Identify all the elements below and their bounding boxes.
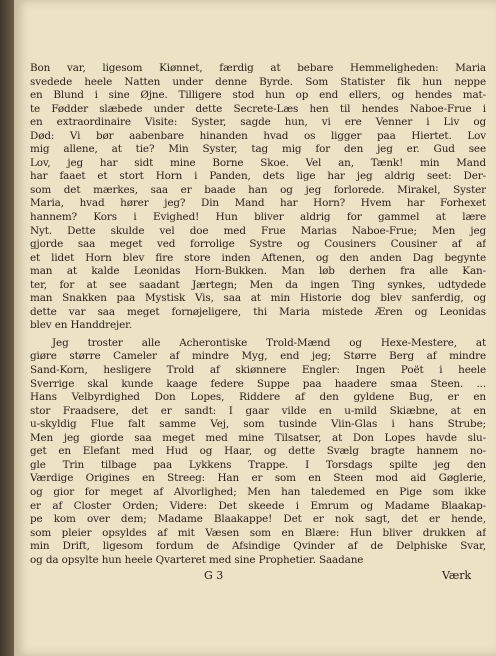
text-line: og da opsylte hun heele Qvarteret med sine Prophetier. Saadane xyxy=(30,553,364,566)
text-line: mig allene, at tie? Min Syster, tag mig for den jeg er. Gud see xyxy=(30,143,486,156)
text-line: Sand-Korn, hesligere Trold af skiønnere Engler: Ingen Poët i heele xyxy=(30,364,486,377)
text-line: min Drift, ligesom fordum de Afsindige Qvinder af de Delphiske Svar, xyxy=(30,540,486,553)
text-line: en extraordinaire Visite: Syster, sagde hun, vi ere Venner i Liv og xyxy=(30,116,486,129)
text-line: og gior for meget af Alvorlighed; Men han taledemed en Pige som ikke xyxy=(30,485,486,498)
text-line: som pleier opsyldes af mit Væsen som en Blære: Hun bliver drukken af xyxy=(30,526,486,539)
text-line: Værdige Origines en Streeg: Han er som en Steen mod aid Gøglerie, xyxy=(30,472,486,485)
text-line: Men jeg giorde saa meget med mine Tilsatser, at Don Lopes havde slu- xyxy=(30,431,486,444)
text-line: Maria, hvad hører jeg? Din Mand har Horn? Hvem har Forhexet xyxy=(30,197,486,210)
text-line: er af Closter Orden; Videre: Det skeede i Emrum og Madame Blaakap- xyxy=(30,499,486,512)
text-line: en Blund i sine Øjne. Tilligere stod hun op end ellers, og hendes mat- xyxy=(30,89,486,102)
text-line: gle Trin tilbage paa Lykkens Trappe. I Torsdags spilte jeg den xyxy=(30,458,486,471)
text-line: gjorde saa meget ved forrolige Systre og Cousiners Cousiner af af xyxy=(30,238,486,251)
text-line: Død: Vi bør aabenbare hinanden hvad os ligger paa Hiertet. Lov xyxy=(30,129,486,142)
text-line: Nyt. Dette skulde vel doe med Frue Marias Naboe-Frue; Men jeg xyxy=(30,224,486,237)
text-line: man Snakken paa Mystisk Vis, saa at min Historie dog blev sanferdig, og xyxy=(30,292,486,305)
text-line: svedede heele Natten under denne Byrde. Som Statister fik hun neppe xyxy=(30,75,486,88)
paragraph xyxy=(30,62,486,333)
text-line: te Fødder slæbede under dette Secrete-Læs hen til hendes Naboe-Frue i xyxy=(30,102,486,115)
text-line: Jeg troster alle Acherontiske Trold-Mænd og Hexe-Mestere, at xyxy=(52,336,486,349)
text-line: et lidet Horn blev fire store inden Aftenen, og den anden Dag begynte xyxy=(30,251,486,264)
text-line: Bon var, ligesom Kiønnet, færdig at bebare Hemmeligheden: Maria xyxy=(30,62,486,74)
text-line: stor Fraadsere, det er sandt: I gaar vilde en u-mild Skiæbne, at en xyxy=(30,404,486,417)
text-line: pe kom over dem; Madame Blaakappe! Det er nok sagt, det er hende, xyxy=(30,513,486,526)
text-line: har faaet et stort Horn i Panden, dets lige har jeg aldrig seet: Der- xyxy=(30,170,486,183)
text-line: u-skyldig Flue falt samme Vej, som tusinde Viin-Glas i hans Strube; xyxy=(30,418,486,431)
text-line: man at kalde Leonidas Horn-Bukken. Man løb derhen fra alle Kan- xyxy=(30,265,486,278)
paragraph xyxy=(30,337,486,567)
book-page xyxy=(14,0,496,656)
text-line: Lov, jeg har sidt mine Borne Skoe. Vel an, Tænk! min Mand xyxy=(30,156,486,169)
text-line: Hans Velbyrdighed Don Lopes, Riddere af den gyldene Bug, er en xyxy=(30,391,486,404)
text-line: blev en Handdrejer. xyxy=(30,319,133,332)
page-text-block xyxy=(30,62,486,567)
text-line: get en Elefant med Hud og Haar, og dette Svælg bragte hannem no- xyxy=(30,445,486,458)
text-line: dette var saa meget fornøjeligere, thi Maria mistede Æren og Leonidas xyxy=(30,305,486,318)
book-gutter-edge xyxy=(0,0,14,656)
signature-mark: G 3 xyxy=(204,569,224,583)
text-line: ter, for at see saadant Jærtegn; Men da ingen Ting synkes, udtydede xyxy=(30,278,486,291)
text-line: som det mærkes, saa er baade han og jeg forlorede. Mirakel, Syster xyxy=(30,183,486,196)
text-line: Sverrige skal kunde kaage federe Suppe paa haadere smaa Steen. ... xyxy=(30,377,486,390)
text-line: hannem? Kors i Evighed! Hun bliver aldrig for gammel at lære xyxy=(30,211,486,224)
text-line: giøre større Cameler af mindre Myg, end jeg; Større Berg af mindre xyxy=(30,350,486,363)
catchword: Værk xyxy=(442,569,472,583)
